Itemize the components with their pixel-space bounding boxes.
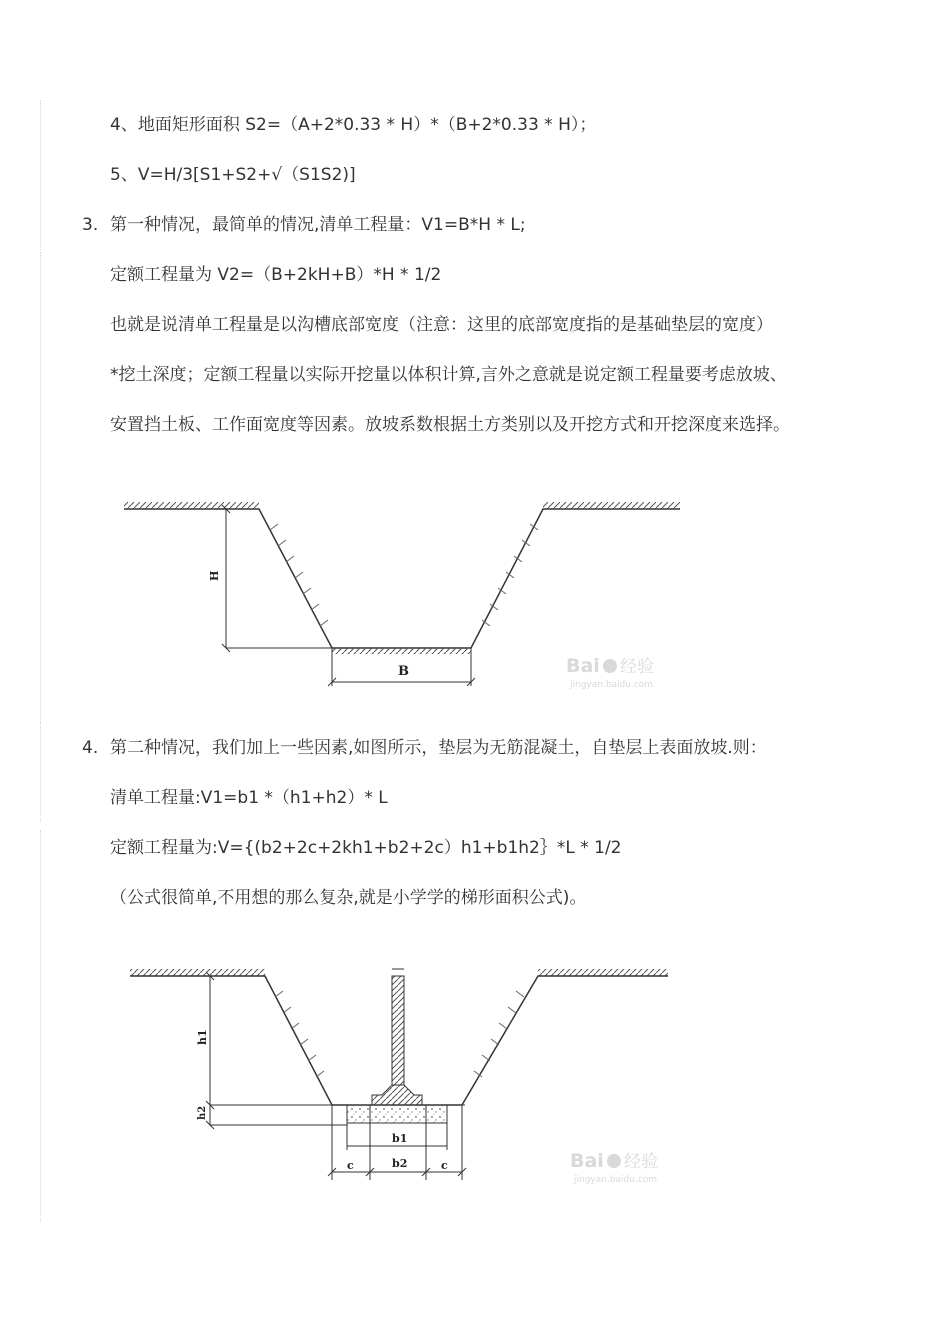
left-margin-rule: [40, 100, 41, 250]
watermark-cn: 经验: [620, 657, 654, 677]
baidu-watermark: [570, 1150, 658, 1185]
step-5-volume: 5、V=H/3[S1+S2+√（S1S2)]: [110, 165, 356, 185]
slope-hatching: [270, 524, 538, 654]
foundation-wall: [372, 969, 422, 1105]
step3-line-5: 安置挡土板、工作面宽度等因素。放坡系数根据土方类别以及开挖方式和开挖深度来选择。: [110, 415, 790, 435]
ground-hatching: [130, 969, 668, 976]
paw-icon: [603, 659, 617, 673]
dimension-lines: [222, 505, 475, 686]
step4-line-3: 定额工程量为:V={(b2+2c+2kh1+b2+2c）h1+b1h2｝*L * 1/2: [110, 838, 622, 858]
step3-line-3: 也就是说清单工程量是以沟槽底部宽度（注意：这里的底部宽度指的是基础垫层的宽度）: [110, 315, 773, 335]
list-number-4: 4.: [82, 738, 99, 758]
trench-diagram-with-footing: [110, 955, 710, 1195]
step3-line-4: *挖土深度；定额工程量以实际开挖量以体积计算,言外之意就是说定额工程量要考虑放坡、: [110, 365, 787, 385]
watermark-url: jingyan.baidu.com: [570, 680, 654, 690]
left-margin-rule: [40, 722, 41, 822]
label-work-face-c-left: c: [347, 1159, 354, 1172]
label-work-face-c-right: c: [441, 1159, 448, 1172]
concrete-cushion: [347, 1105, 447, 1123]
list-number-3: 3.: [82, 215, 99, 235]
step3-line-1: 第一种情况，最简单的情况,清单工程量：V1=B*H * L;: [110, 215, 526, 235]
watermark-url: jingyan.baidu.com: [574, 1175, 658, 1185]
label-depth-H: H: [208, 570, 221, 581]
watermark-cn: 经验: [624, 1152, 658, 1172]
baidu-watermark: [566, 655, 654, 690]
label-width-b2: b2: [392, 1157, 408, 1170]
trench-diagram-simple: [110, 490, 710, 700]
left-margin-rule: [40, 830, 41, 1222]
step-4-ground-area: 4、地面矩形面积 S2=（A+2*0.33 * H）*（B+2*0.33 * H）；: [110, 115, 597, 135]
step4-line-2: 清单工程量:V1=b1 *（h1+h2）* L: [110, 788, 388, 808]
ground-hatching: [124, 502, 680, 509]
dimension-lines: [206, 972, 466, 1180]
step4-line-4: （公式很简单,不用想的那么复杂,就是小学学的梯形面积公式)。: [110, 888, 587, 908]
label-bottom-width-B: B: [398, 664, 409, 679]
step3-line-2: 定额工程量为 V2=（B+2kH+B）*H * 1/2: [110, 265, 442, 285]
paw-icon: [607, 1154, 621, 1168]
label-width-b1: b1: [392, 1132, 408, 1145]
label-cushion-h2: h2: [197, 1105, 208, 1120]
watermark-brand: Bai: [566, 655, 600, 677]
left-margin-rule: [40, 252, 41, 722]
step4-line-1: 第二种情况，我们加上一些因素,如图所示，垫层为无筋混凝土，自垫层上表面放坡.则：: [110, 738, 767, 758]
label-depth-h1: h1: [196, 1029, 209, 1045]
watermark-brand: Bai: [570, 1150, 604, 1172]
